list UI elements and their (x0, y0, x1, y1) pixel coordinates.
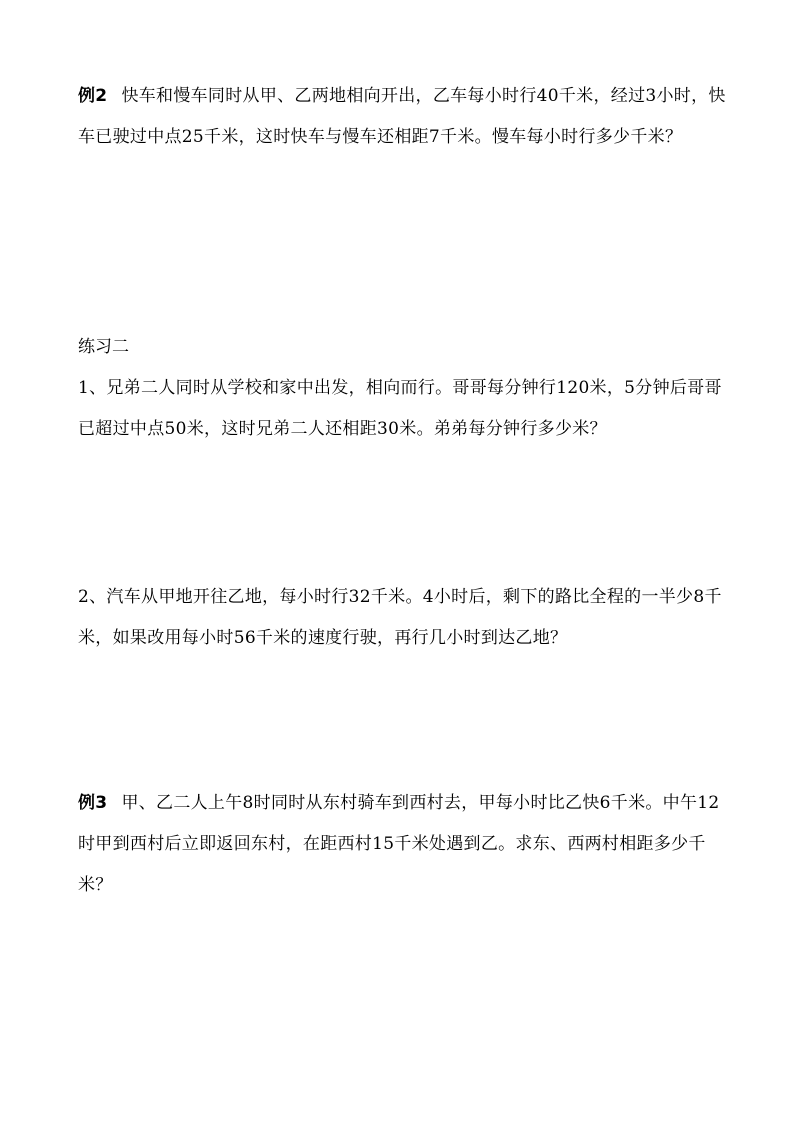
example-2-text: 快车和慢车同时从甲、乙两地相向开出，乙车每小时行40千米，经过3小时，快车已驶过中点25千米，这时快车与慢车还相距7千米。慢车每小时行多少千米？ (78, 86, 726, 147)
practice-2-question-1: 1、兄弟二人同时从学校和家中出发，相向而行。哥哥每分钟行120米，5分钟后哥哥已超过中点50米，这时兄弟二人还相距30米。弟弟每分钟行多少米？ (78, 378, 722, 439)
example-3 (78, 783, 728, 906)
example-2 (78, 76, 728, 158)
example-3-label: 例3 (78, 793, 108, 813)
example-3-text: 甲、乙二人上午8时同时从东村骑车到西村去，甲每小时比乙快6千米。中午12时甲到西村后立即返回东村，在距西村15千米处遇到乙。求东、西两村相距多少千米？ (78, 793, 720, 895)
example-2-label: 例2 (78, 86, 108, 106)
practice-2-question-2: 2、汽车从甲地开往乙地，每小时行32千米。4小时后，剩下的路比全程的一半少8千米，如果改用每小时56千米的速度行驶，再行几小时到达乙地？ (78, 587, 722, 648)
practice-2-title: 练习二 (78, 337, 129, 357)
